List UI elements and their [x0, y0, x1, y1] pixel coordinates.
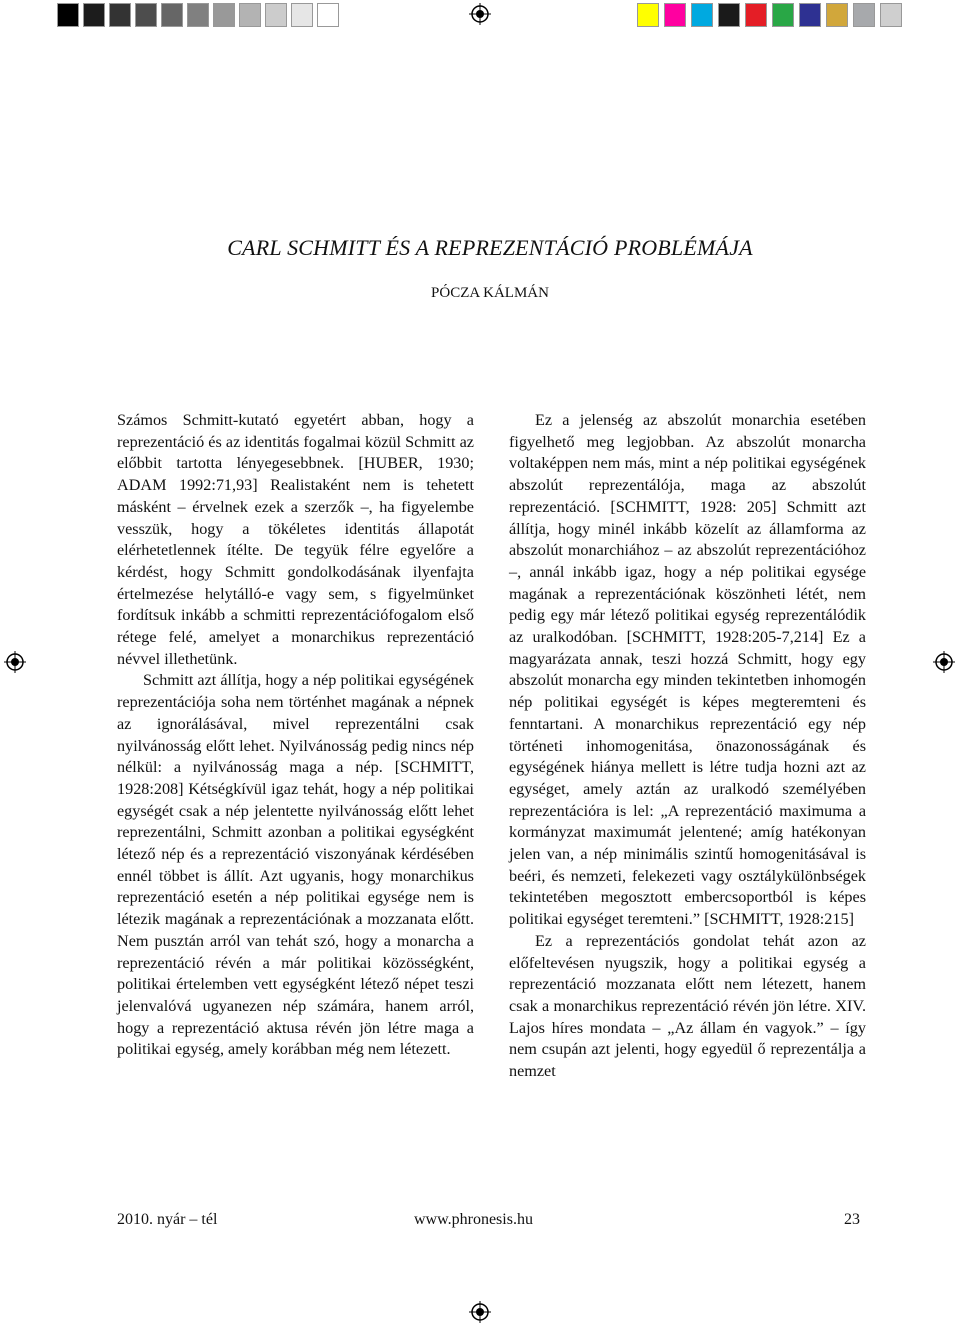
paragraph: Számos Schmitt-kutató egyetért abban, hogy a reprezentáció és az identitás fogalmai közül Schmitt az előbbit tartotta lényegesebbnek. [HUBER, 1930; ADAM 1992:71,93] Realistaként nem is tehetett másként – érvelnek ezek a szerzők –, ha figyelembe vesszük, hogy a tökéletes identitás állapotát elérhetetlennek ítélte. De tegyük félre egyelőre a kérdést, hogy Schmitt gondolkodásának ilyenfajta értelmezése helytálló-e vagy sem, s figyelmünket fordítsuk inkább a schmitti reprezentációfogalom első rétege felé, amelyet a monarchikus reprezentáció névvel illethetünk. [117, 411, 474, 668]
grayscale-swatch [135, 3, 157, 27]
color-swatch [664, 3, 686, 27]
color-swatch [637, 3, 659, 27]
grayscale-swatch [317, 3, 339, 27]
footer-website[interactable]: www.phronesis.hu [414, 1211, 533, 1228]
article-author: PÓCZA KÁLMÁN [431, 285, 549, 301]
registration-mark-icon [469, 1301, 491, 1323]
color-swatch [799, 3, 821, 27]
grayscale-swatch [187, 3, 209, 27]
grayscale-swatch [265, 3, 287, 27]
registration-mark-icon [469, 3, 491, 25]
grayscale-swatch [213, 3, 235, 27]
registration-mark-icon [4, 651, 26, 673]
color-swatch [772, 3, 794, 27]
footer-issue: 2010. nyár – tél [117, 1211, 218, 1228]
color-swatch [745, 3, 767, 27]
color-swatch [718, 3, 740, 27]
registration-mark-icon [933, 651, 955, 673]
paragraph: Ez a jelenség az abszolút monarchia esetében figyelhető meg legjobban. Az abszolút monarcha voltaképpen nem más, mint a nép politikai egységének abszolút reprezentálója, maga az abszolút reprezentáció. [SCHMITT, 1928: 205] Schmitt azt állítja, hogy minél inkább közelít az államforma az abszolút monarchiához – az abszolút reprezentációhoz –, annál inkább igaz, hogy a nép politikai egysége magának a reprezentációnak köszönheti létét, nem pedig egy már létező politikai egység reprezentálódik az uralkodóban. [SCHMITT, 1928:205-7,214] Ez a magyarázata annak, teszi hozzá Schmitt, hogy egy abszolút monarcha egy minden tekintetben inhomogén nép politikai egységét is képes megteremteni és fenntartani. A monarchikus reprezentáció egy nép történeti inhomogenitása, önazonosságának és egységének hiánya mellett is létre tudja hozni azt az egységet, amely aztán az uralkodó személyében reprezentációra is lel: „A reprezentáció maximuma a kormányzat maximumát jelentené; amíg hatékonyan jelen van, a nép minimális szintű homogenitásával is beéri, és nemzeti, felekezeti vagy osztálykülönbségek tekintetében megosztott embercsoportból is képes politikai egységet teremteni.” [SCHMITT, 1928:215] [509, 411, 866, 929]
grayscale-swatch [83, 3, 105, 27]
paragraph: Schmitt azt állítja, hogy a nép politikai egységének reprezentációja soha nem történhet magának a népnek az ignorálásával, mivel reprezentálni csak nyilvánosság előtt lehet. Nyilvánosság pedig nincs nép nélkül: a nyilvánosság maga a nép. [SCHMITT, 1928:208] Kétségkívül igaz tehát, hogy a nép politikai egységét csak a nép jelentette nyilvánosság előtt lehet reprezentálni, Schmitt azonban a politikai egységként létező nép és a reprezentáció viszonyának kérdésében ennél többet is állít. Azt ugyanis, hogy monarchikus reprezentáció esetén a nép politikai egysége nem is létezik magának a reprezentációnak a mozzanata előtt. Nem pusztán arról van tehát szó, hogy a monarcha a reprezentáció révén a már politikai közösségként, politikai értelemben vett egységként létező népet teszi jelenvalóvá ugyanezen nép számára, hanem arról, hogy a reprezentáció aktusa révén jön létre maga a politikai egység, amely korábban még nem létezett. [117, 671, 474, 1059]
right-text-column [509, 410, 866, 1083]
left-text-column [117, 410, 474, 1061]
footer-page-number: 23 [844, 1211, 860, 1228]
color-swatch [826, 3, 848, 27]
grayscale-swatch [239, 3, 261, 27]
grayscale-swatch [57, 3, 79, 27]
article-title: CARL SCHMITT ÉS A REPREZENTÁCIÓ PROBLÉMÁJA [227, 235, 753, 260]
grayscale-swatch [161, 3, 183, 27]
color-swatch [853, 3, 875, 27]
paragraph: Ez a reprezentációs gondolat tehát azon az előfeltevésen nyugszik, hogy a politikai egység a reprezentáció mozzanata előtt nem létezett, hanem csak a monarchikus reprezentáció révén jön létre. XIV. Lajos híres mondata – „Az állam én vagyok.” – így nem csupán azt jelenti, hogy egyedül ő reprezentálja a nemzet [509, 931, 866, 1081]
color-swatch [691, 3, 713, 27]
grayscale-swatch [109, 3, 131, 27]
grayscale-swatch [291, 3, 313, 27]
color-swatch [880, 3, 902, 27]
